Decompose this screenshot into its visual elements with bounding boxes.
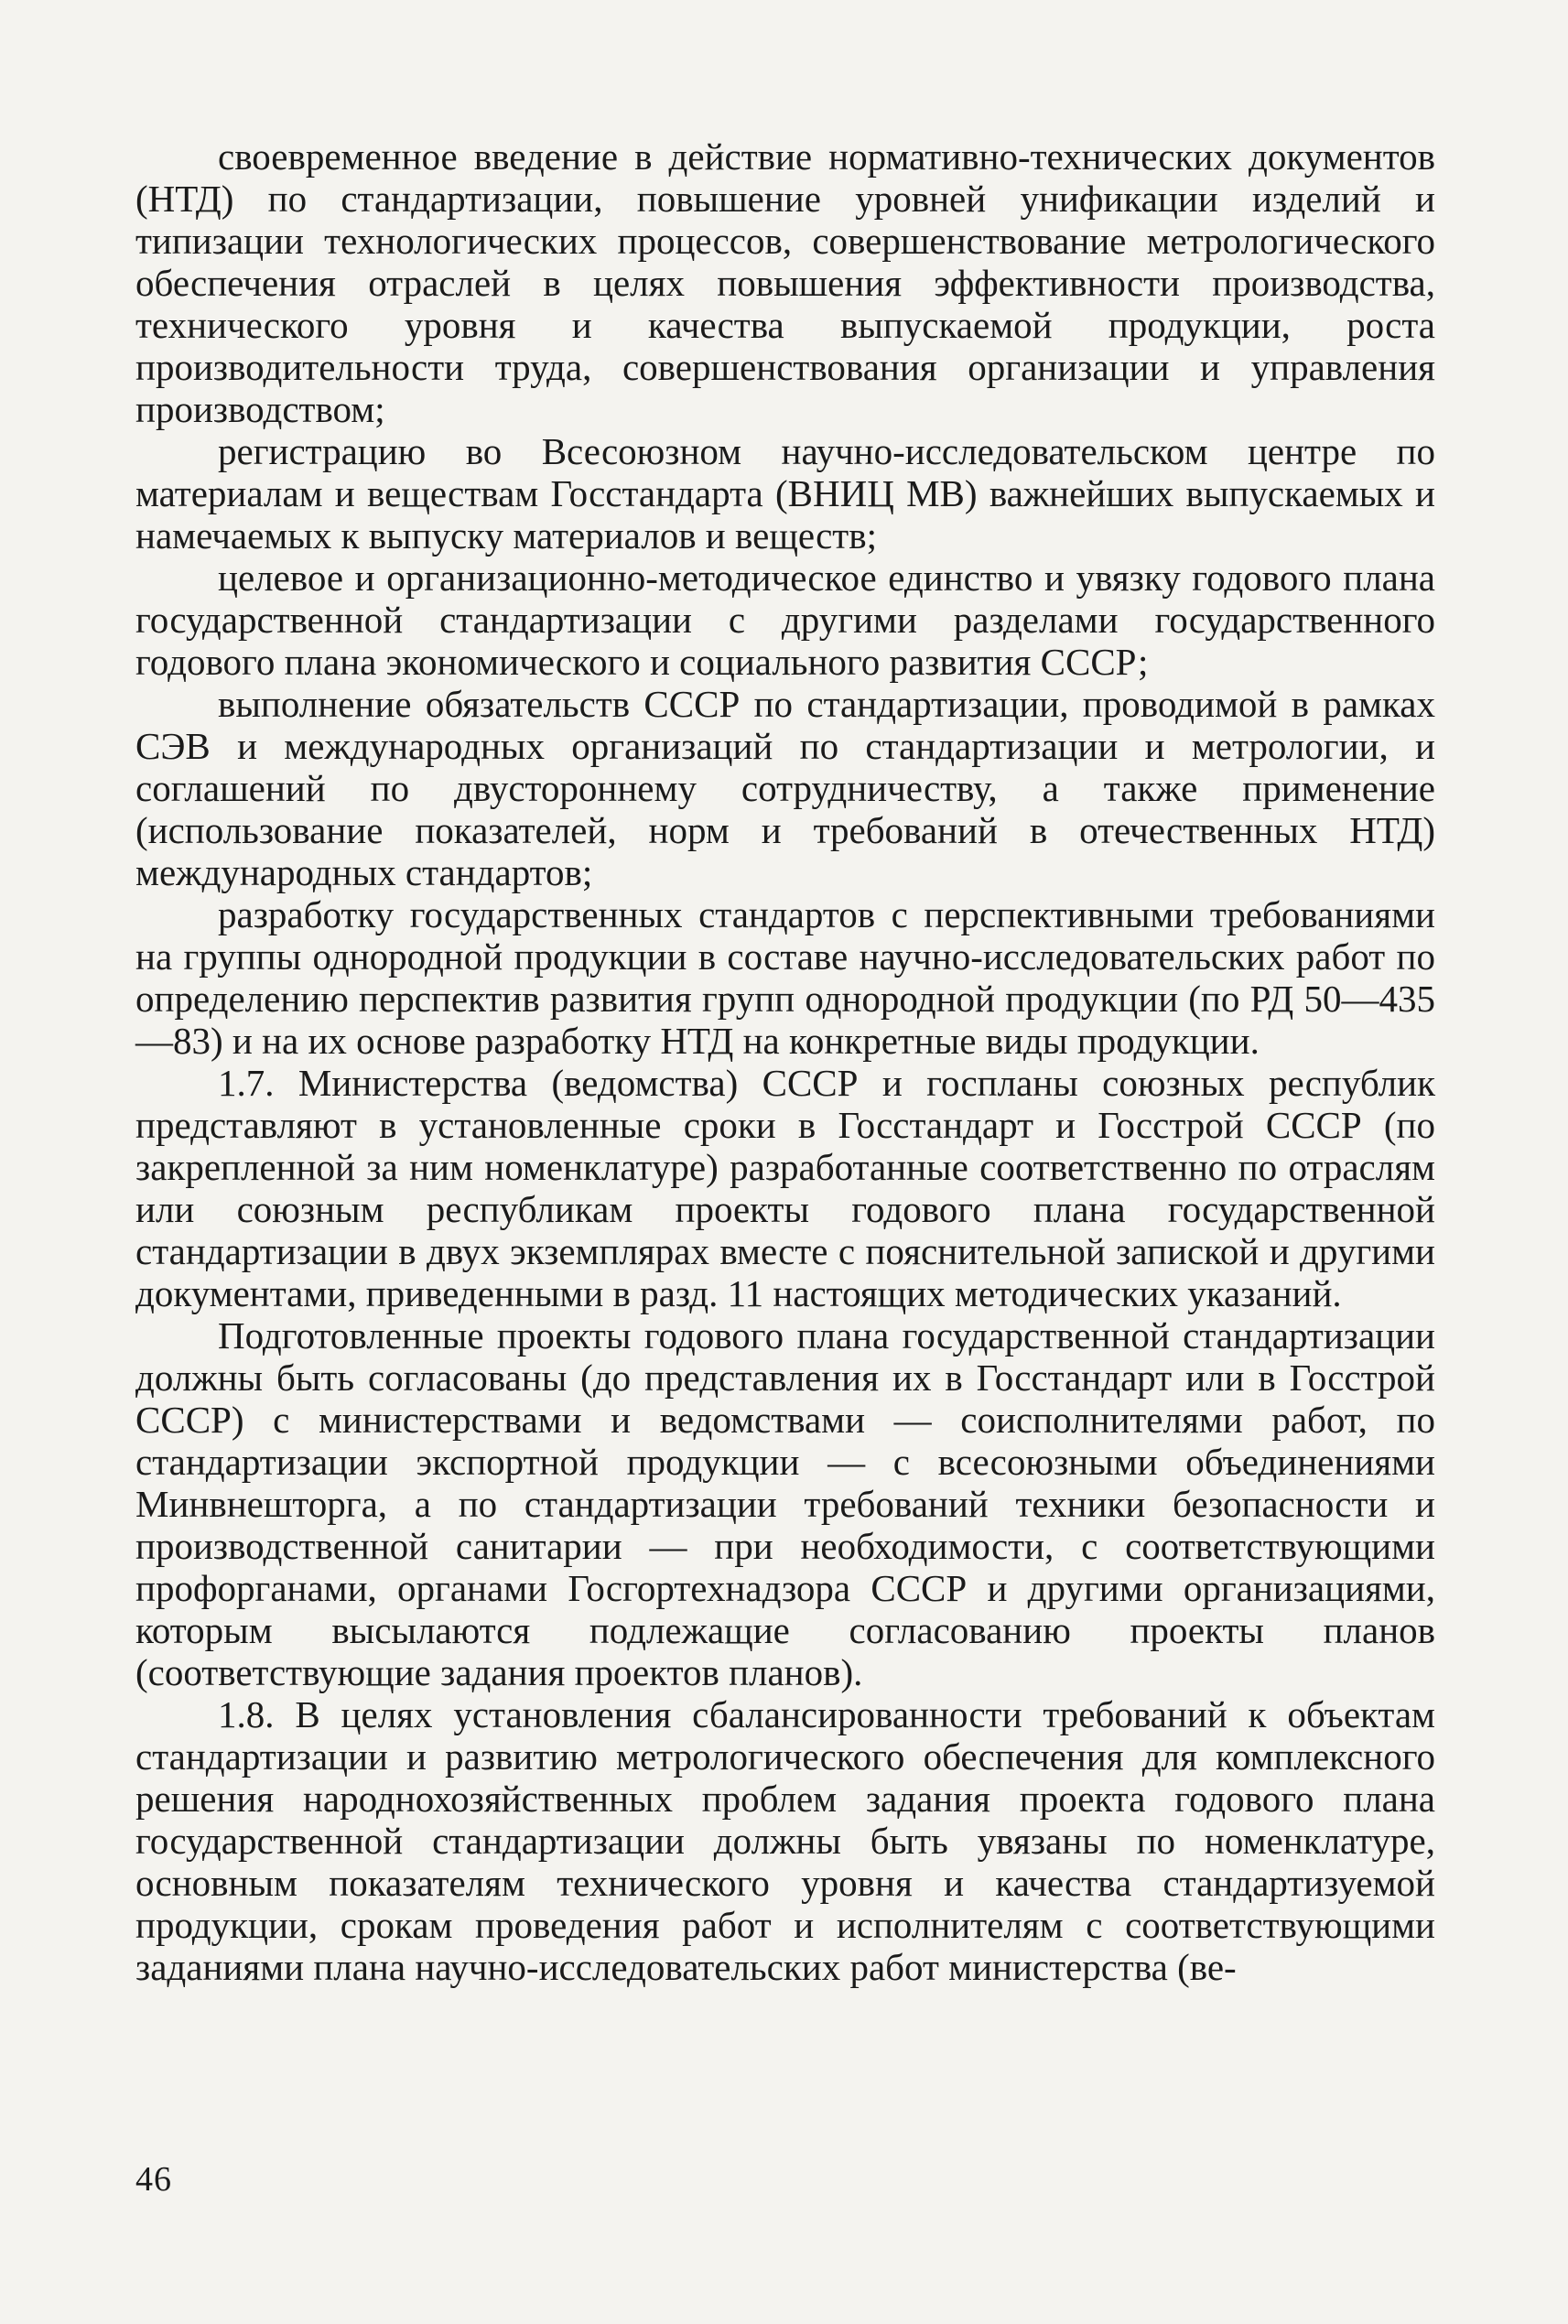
page-number: 46 bbox=[135, 2160, 172, 2199]
paragraph: Подготовленные проекты годового плана государственной стандартизации должны быть согласованы (до представления их в Госстандарт или в Госстрой СССР) с министерствами и ведомствами — соисполнителями работ, по стандартизации экспортной продукции — с всесоюзными объединениями Минвнешторга, а по стандартизации требований техники безопасности и производственной санитарии — при необходимости, с соответствующими профорганами, органами Госгортехнадзора СССР и другими организациями, которым высылаются подлежащие согласованию проекты планов (соответствующие задания проектов планов). bbox=[135, 1314, 1435, 1693]
paragraph: своевременное введение в действие нормативно-технических документов (НТД) по стандартизации, повышение уровней унификации изделий и типизации технологических процессов, совершенствование метрологического обеспечения отраслей в целях повышения эффективности производства, технического уровня и качества выпускаемой продукции, роста производительности труда, совершенствования организации и управления производством; bbox=[135, 135, 1435, 430]
paragraph: выполнение обязательств СССР по стандартизации, проводимой в рамках СЭВ и международных организаций по стандартизации и метрологии, и соглашений по двустороннему сотрудничеству, а также применение (использование показателей, норм и требований в отечественных НТД) международных стандартов; bbox=[135, 683, 1435, 893]
body-text bbox=[135, 135, 1435, 1988]
paragraph: разработку государственных стандартов с перспективными требованиями на группы однородной продукции в составе научно-исследовательских работ по определению перспектив развития групп однородной продукции (по РД 50—435—83) и на их основе разработку НТД на конкретные виды продукции. bbox=[135, 893, 1435, 1062]
paragraph: целевое и организационно-методическое единство и увязку годового плана государственной стандартизации с другими разделами государственного годового плана экономического и социального развития СССР; bbox=[135, 557, 1435, 683]
paragraph: 1.8. В целях установления сбалансированности требований к объектам стандартизации и развитию метрологического обеспечения для комплексного решения народнохозяйственных проблем задания проекта годового плана государственной стандартизации должны быть увязаны по номенклатуре, основным показателям технического уровня и качества стандартизуемой продукции, срокам проведения работ и исполнителям с соответствующими заданиями плана научно-исследовательских работ министерства (ве- bbox=[135, 1693, 1435, 1988]
paragraph: 1.7. Министерства (ведомства) СССР и госпланы союзных республик представляют в установленные сроки в Госстандарт и Госстрой СССР (по закрепленной за ним номенклатуре) разработанные соответственно по отраслям или союзным республикам проекты годового плана государственной стандартизации в двух экземплярах вместе с пояснительной запиской и другими документами, приведенными в разд. 11 настоящих методических указаний. bbox=[135, 1062, 1435, 1314]
paragraph: регистрацию во Всесоюзном научно-исследовательском центре по материалам и веществам Госстандарта (ВНИЦ МВ) важнейших выпускаемых и намечаемых к выпуску материалов и веществ; bbox=[135, 430, 1435, 557]
